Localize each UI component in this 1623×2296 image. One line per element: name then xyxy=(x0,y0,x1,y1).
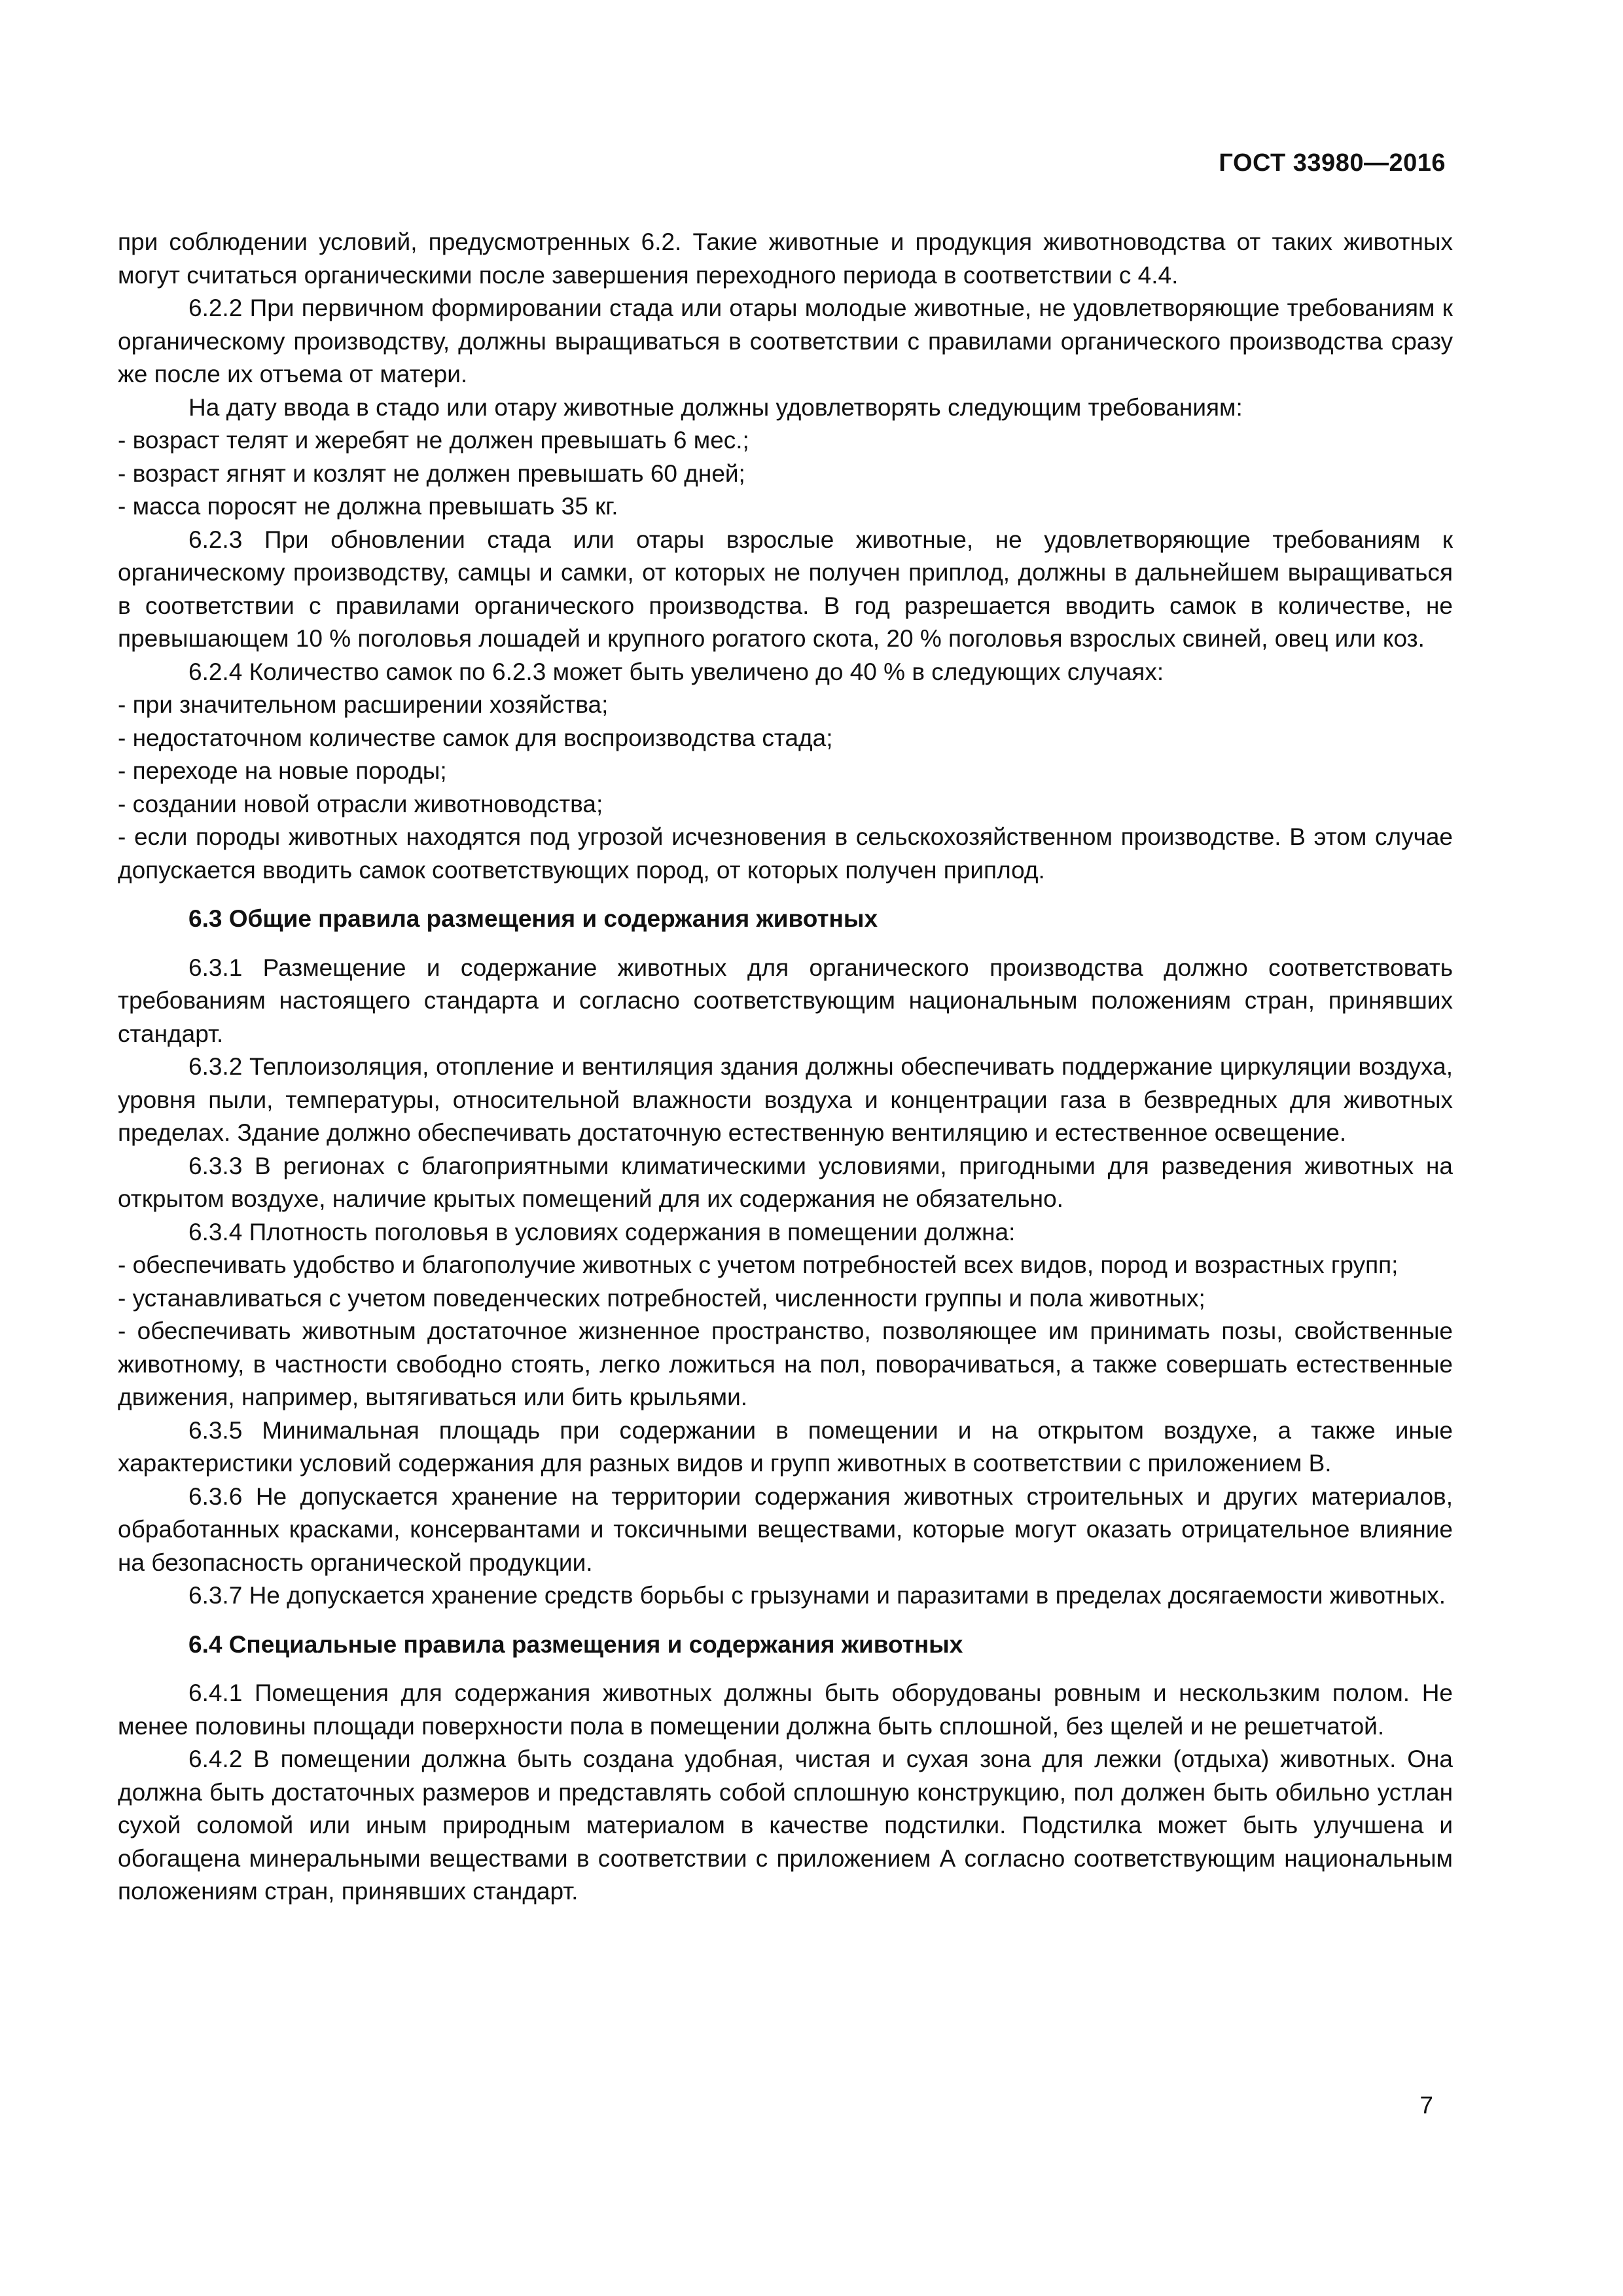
paragraph: 6.3.5 Минимальная площадь при содержании в помещении и на открытом воздухе, а также иные характеристики условий содержания для разных видов и групп животных в соответствии с приложением В. xyxy=(118,1416,1453,1477)
page-number: 7 xyxy=(1419,2092,1433,2119)
list-item: - переходе на новые породы; xyxy=(118,757,447,784)
paragraph: На дату ввода в стадо или отару животные должны удовлетворять следующим требованиям: xyxy=(188,393,1243,421)
list-item: - устанавливаться с учетом поведенческих потребностей, численности группы и пола животных; xyxy=(118,1284,1205,1312)
document-body xyxy=(118,226,1453,1909)
list-item: - при значительном расширении хозяйства; xyxy=(118,691,609,718)
list-item: - создании новой отрасли животноводства; xyxy=(118,790,603,817)
document-header: ГОСТ 33980—2016 xyxy=(1219,149,1446,177)
paragraph: при соблюдении условий, предусмотренных 6.2. Такие животные и продукция животноводства от таких животных могут считаться органическими после завершения переходного периода в соответствии с 4.4. xyxy=(118,228,1453,289)
section-heading: 6.3 Общие правила размещения и содержания животных xyxy=(188,905,878,932)
list-item: - возраст телят и жеребят не должен превышать 6 мес.; xyxy=(118,427,749,454)
paragraph: 6.4.1 Помещения для содержания животных должны быть оборудованы ровным и нескользким полом. Не менее половины площади поверхности пола в помещении должна быть сплошной, без щелей и не решетчатой. xyxy=(118,1679,1453,1740)
list-item: - возраст ягнят и козлят не должен превышать 60 дней; xyxy=(118,459,745,487)
paragraph: 6.4.2 В помещении должна быть создана удобная, чистая и сухая зона для лежки (отдыха) животных. Она должна быть достаточных размеров и представлять собой сплошную конструкцию, пол должен быть обильно устлан сухой соломой или иным природным материалом в качестве подстилки. Подстилка может быть улучшена и обогащена минеральными веществами в соответствии с приложением А согласно соответствующим национальным положениям стран, принявших стандарт. xyxy=(118,1746,1453,1905)
list-item: - недостаточном количестве самок для воспроизводства стада; xyxy=(118,724,833,751)
paragraph: 6.2.4 Количество самок по 6.2.3 может быть увеличено до 40 % в следующих случаях: xyxy=(188,658,1164,685)
paragraph: 6.3.3 В регионах с благоприятными климатическими условиями, пригодными для разведения животных на открытом воздухе, наличие крытых помещений для их содержания не обязательно. xyxy=(118,1152,1453,1212)
paragraph: 6.3.7 Не допускается хранение средств борьбы с грызунами и паразитами в пределах досягаемости животных. xyxy=(188,1582,1446,1609)
paragraph: 6.3.6 Не допускается хранение на территории содержания животных строительных и других материалов, обработанных красками, консервантами и токсичными веществами, которые могут оказать отрицательное влияние на безопасность органической продукции. xyxy=(118,1482,1453,1576)
list-item: - если породы животных находятся под угрозой исчезновения в сельскохозяйственном производстве. В этом случае допускается вводить самок соответствующих пород, от которых получен приплод. xyxy=(118,823,1453,884)
paragraph: 6.2.2 При первичном формировании стада или отары молодые животные, не удовлетворяющие требованиям к органическому производству, должны выращиваться в соответствии с правилами органического производства сразу же после их отъема от матери. xyxy=(118,295,1453,387)
list-item: - обеспечивать животным достаточное жизненное пространство, позволяющее им принимать позы, свойственные животному, в частности свободно стоять, легко ложиться на пол, поворачиваться, а также совершать естественные движения, например, вытягиваться или бить крыльями. xyxy=(118,1318,1453,1410)
section-heading: 6.4 Специальные правила размещения и содержания животных xyxy=(188,1630,963,1658)
paragraph: 6.3.2 Теплоизоляция, отопление и вентиляция здания должны обеспечивать поддержание циркуляции воздуха, уровня пыли, температуры, относительной влажности воздуха и концентрации газа в безвредных для животных пределах. Здание должно обеспечивать достаточную естественную вентиляцию и естественное освещение. xyxy=(118,1053,1453,1146)
paragraph: 6.3.4 Плотность поголовья в условиях содержания в помещении должна: xyxy=(188,1218,1016,1246)
list-item: - обеспечивать удобство и благополучие животных с учетом потребностей всех видов, пород и возрастных групп; xyxy=(118,1251,1399,1278)
paragraph: 6.2.3 При обновлении стада или отары взрослые животные, не удовлетворяющие требованиям к органическому производству, самцы и самки, от которых не получен приплод, должны в дальнейшем выращиваться в соответствии с правилами органического производства. В год разрешается вводить самок в количестве, не превышающем 10 % поголовья лошадей и крупного рогатого скота, 20 % поголовья взрослых свиней, овец или коз. xyxy=(118,526,1453,652)
paragraph: 6.3.1 Размещение и содержание животных для органического производства должно соответствовать требованиям настоящего стандарта и согласно соответствующим национальным положениям стран, принявших стандарт. xyxy=(118,954,1453,1047)
list-item: - масса поросят не должна превышать 35 кг. xyxy=(118,493,618,520)
